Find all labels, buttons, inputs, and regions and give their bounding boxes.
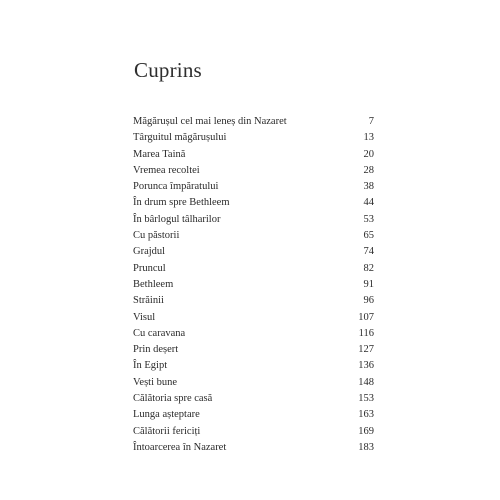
toc-entry-page: 82 [363,262,374,274]
toc-entry-page: 38 [363,181,374,193]
toc-entry-title: Măgărușul cel mai leneș din Nazaret [133,116,287,127]
page-title: Cuprins [134,58,202,82]
toc-entry [133,407,374,423]
toc-entry [133,163,374,179]
toc-entry [133,212,374,228]
toc-entry-page: 20 [363,148,374,160]
toc-entry-title: În drum spre Bethleem [133,197,230,209]
toc-entry-title: Cu păstorii [133,230,180,242]
toc-entry-title: Marea Taină [133,148,186,160]
toc-entry [133,310,374,326]
toc-entry-title: În bârlogul tâlharilor [133,213,221,225]
toc-entry [133,244,374,260]
toc-entry-title: Târguitul măgărușului [133,132,227,144]
toc-entry-page: 74 [363,246,374,258]
toc-entry [133,391,374,407]
toc-entry [133,114,374,130]
toc-entry-page: 96 [363,295,374,307]
table-of-contents [133,114,374,456]
toc-entry-page: 13 [363,132,374,144]
toc-entry-page: 183 [358,441,374,453]
toc-entry [133,375,374,391]
toc-entry-page: 28 [363,164,374,176]
toc-entry [133,440,374,456]
toc-entry-title: Cu caravana [133,327,186,339]
toc-entry-title: Călătoria spre casă [133,393,213,405]
toc-entry [133,130,374,146]
toc-entry-title: Bethleem [133,278,174,290]
toc-entry-page: 136 [358,360,374,372]
toc-entry [133,228,374,244]
toc-entry [133,179,374,195]
toc-entry-title: În Egipt [133,360,168,372]
toc-entry [133,424,374,440]
toc-entry-page: 107 [358,311,374,323]
toc-entry-title: Lunga așteptare [133,409,200,421]
toc-entry-page: 116 [358,327,374,339]
toc-entry [133,342,374,358]
toc-entry-title: Visul [133,311,156,323]
toc-entry-page: 91 [363,278,374,290]
toc-entry-title: Străinii [133,295,164,307]
toc-entry-title: Călătorii fericiți [133,425,201,437]
toc-entry-page: 169 [358,425,374,437]
toc-entry-title: Grajdul [133,246,166,258]
toc-entry [133,195,374,211]
toc-entry [133,277,374,293]
toc-entry [133,293,374,309]
toc-entry [133,326,374,342]
toc-entry-page: 7 [368,116,374,127]
toc-entry [133,261,374,277]
toc-entry-title: Porunca împăratului [133,181,219,193]
toc-entry-title: Prin deșert [133,344,179,356]
toc-entry [133,147,374,163]
toc-entry-title: Vești bune [133,376,178,388]
toc-entry-page: 148 [358,376,374,388]
toc-entry-page: 65 [363,230,374,242]
toc-entry-title: Întoarcerea în Nazaret [133,441,227,453]
toc-entry-page: 44 [363,197,374,209]
toc-entry [133,358,374,374]
toc-entry-page: 163 [358,409,374,421]
toc-entry-title: Vremea recoltei [133,164,200,176]
toc-entry-title: Pruncul [133,262,166,274]
toc-entry-page: 153 [358,393,374,405]
toc-entry-page: 53 [363,213,374,225]
toc-entry-page: 127 [358,344,374,356]
